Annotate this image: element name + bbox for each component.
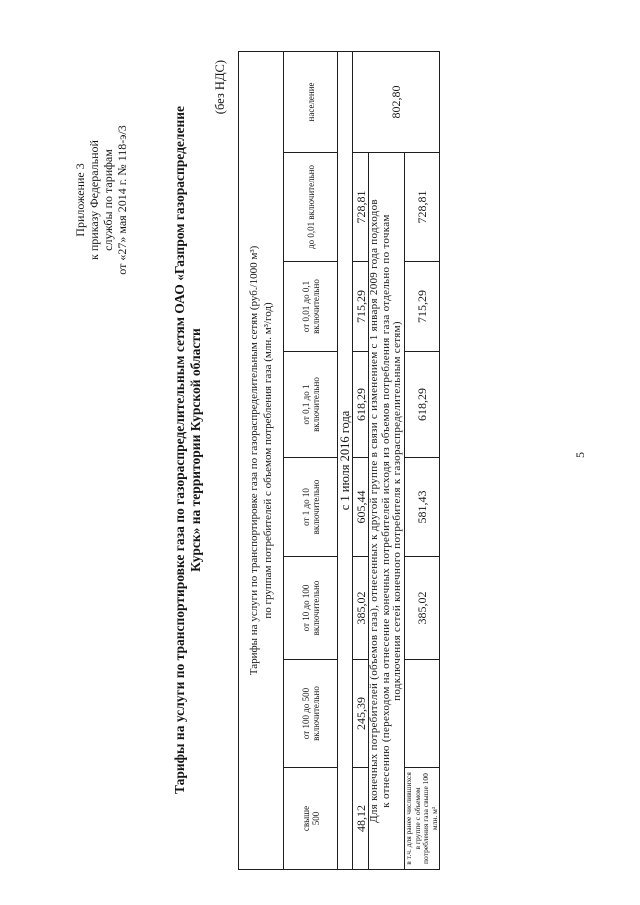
column-header-label: от 1 до 10 включительно [300,479,321,535]
reclassified-note [369,153,405,870]
column-header-10-to-100 [284,557,338,660]
tariff-0-01-to-0-1: 715,29 [353,262,369,352]
column-header-label: от 10 до 100 включительно [300,580,321,636]
title-line: Тарифы на услуги по транспортировке газа по газораспределительным сетям ОАО «Газпром газораспределение [172,105,187,795]
column-header-label: свыше 500 [300,805,321,832]
column-header-label: до 0,01 включительно [305,165,316,250]
page-number: 5 [573,452,587,458]
tariff-over-500: 48,12 [353,768,369,870]
document-title [172,35,204,865]
column-header-0-1-to-1 [284,352,338,458]
tariff-1-to-10: 605,44 [353,458,369,557]
appendix-line: от «27» мая 2014 г. № 118-э/3 [115,125,129,275]
tariff-0-1-to-1: 618,29 [353,352,369,458]
column-header-label: от 0,1 до 1 включительно [300,377,321,432]
subgroup-tariff-1-to-10: 581,43 [405,458,440,557]
column-header-over-500 [284,768,338,870]
vat-note: (без НДС) [213,60,227,115]
column-header-population [284,51,338,152]
subgroup-tariff-10-to-100: 385,02 [405,557,440,660]
tariff-10-to-100: 385,02 [353,557,369,660]
period-row [338,51,353,869]
subgroup-row [405,51,440,869]
column-header-label: от 0,01 до 0,1 включительно [300,279,321,334]
reclassified-note-line: к отнесению (переходом на отнесение конечных потребителей исходя из объемов потребления газа отдельно по точкам [379,214,392,808]
table-caption-line: по группам потребителей с объемом потребления газа (млн. м³/год) [262,302,274,619]
column-header-label: от 100 до 500 включительно [300,686,321,741]
appendix-header [73,90,129,310]
tariff-row [353,51,369,869]
appendix-line: службы по тарифам [101,149,115,251]
column-header-row [284,51,338,869]
tariff-100-to-500: 245,39 [353,660,369,768]
column-header-1-to-10 [284,458,338,557]
column-header-up-to-0-01 [284,153,338,262]
reclassified-note-line: подключения сетей конечного потребителя к газораспределительным сетям) [391,321,404,701]
appendix-line: Приложение 3 [73,163,87,237]
column-header-label: население [305,82,316,122]
subgroup-label: в т.ч. для ранее числившихся в группе с объемом потребления газа свыше 100 млн. м³ [405,768,440,870]
table-caption [239,51,284,869]
appendix-line: к приказу Федеральной [87,140,101,260]
column-header-0-01-to-0-1 [284,262,338,352]
subgroup-tariff-up-to-0-01: 728,81 [405,153,440,262]
tariff-up-to-0-01: 728,81 [353,153,369,262]
title-line: Курск» на территории Курской области [188,328,203,572]
subgroup-tariff-0-1-to-1: 618,29 [405,352,440,458]
subgroup-empty-cell [405,660,440,768]
column-header-100-to-500 [284,660,338,768]
table-caption-row [239,51,284,869]
tariff-table [238,51,440,870]
subgroup-tariff-0-01-to-0-1: 715,29 [405,262,440,352]
tariff-population: 802,80 [353,51,440,152]
reclassified-note-line: Для конечных потребителей (объемов газа), отнесенных к другой группе в связи с изменением с 1 января 2009 года подходов [368,199,381,823]
reclassified-note-row [369,51,405,869]
table-caption-line: Тарифы на услуги по транспортировке газа по газораспределительным сетям (руб./1000 м³) [248,245,260,676]
period-label: с 1 июля 2016 года [338,51,353,869]
